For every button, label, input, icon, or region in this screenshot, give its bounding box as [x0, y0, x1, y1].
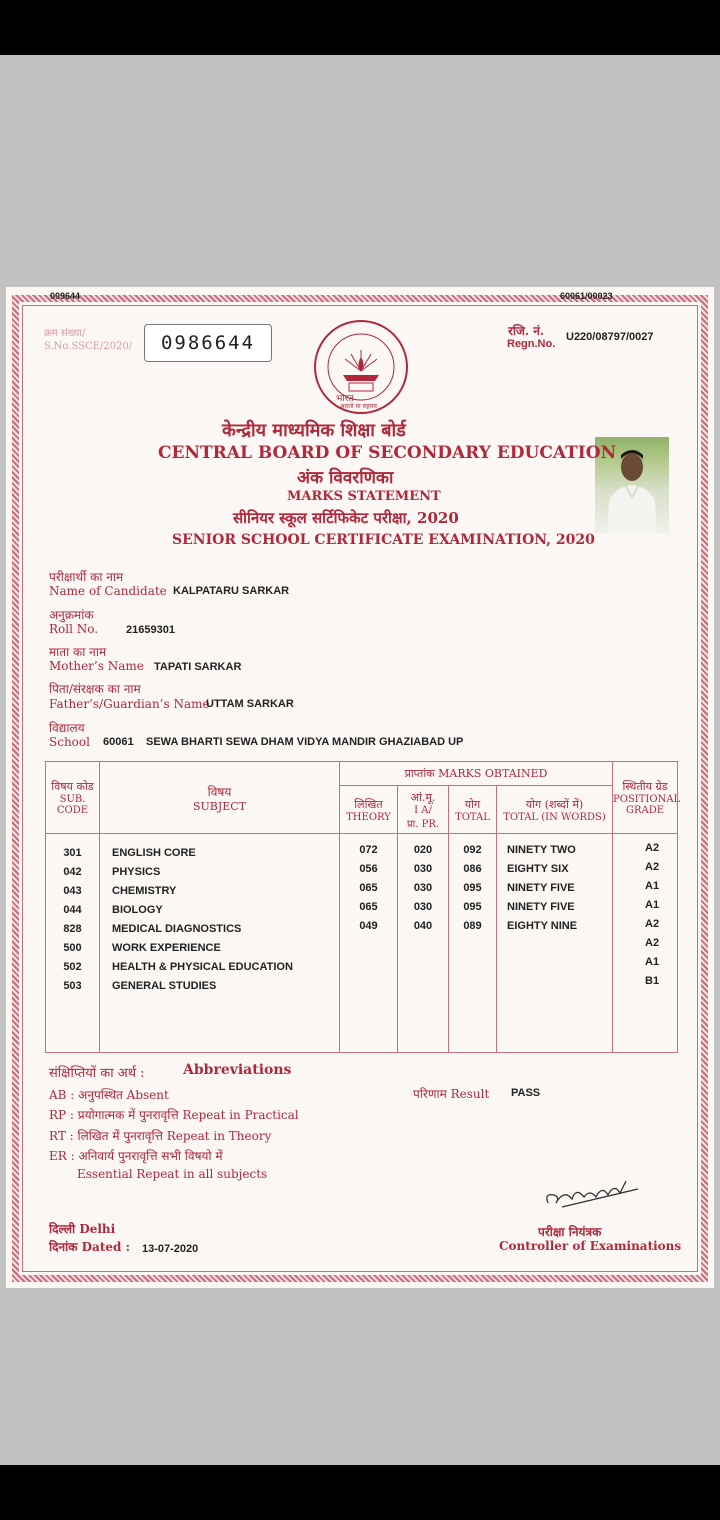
cell-code: 044: [63, 904, 82, 916]
cell-grade: A2: [645, 861, 660, 873]
seal-motto: असतो मा सद्गमय: [340, 403, 377, 410]
abbr-er: ER : अनिवार्य पुनरावृत्ति सभी विषयो में: [49, 1149, 223, 1163]
cell-total: 095: [463, 882, 482, 894]
result-label: परिणाम Result: [413, 1087, 490, 1101]
cell-grade: A1: [645, 899, 660, 911]
col-total: [449, 834, 497, 1053]
candidate-name-label-hi: परीक्षार्थी का नाम: [49, 570, 124, 584]
cell-theory: 065: [359, 901, 378, 913]
date-value: 13-07-2020: [142, 1243, 199, 1255]
header-marks-obtained: प्राप्तांक MARKS OBTAINED: [340, 762, 613, 786]
abbr-er-line2: Essential Repeat in all subjects: [77, 1167, 268, 1181]
mother-name: TAPATI SARKAR: [154, 661, 242, 673]
candidate-name: KALPATARU SARKAR: [173, 585, 290, 597]
cell-code: 502: [63, 961, 82, 973]
cell-ia: 030: [413, 882, 433, 894]
abbr-rt: RT : लिखित में पुनरावृत्ति Repeat in Theory: [49, 1129, 272, 1143]
board-name-english: CENTRAL BOARD OF SECONDARY EDUCATION: [158, 443, 617, 463]
cell-ia: 030: [413, 901, 433, 913]
col-subject: [100, 834, 340, 1053]
cell-words: NINETY FIVE: [507, 901, 575, 913]
col-theory: [340, 834, 398, 1053]
cell-words: [507, 974, 612, 993]
school-name: SEWA BHARTI SEWA DHAM VIDYA MANDIR GHAZIABAD UP: [146, 736, 464, 748]
cell-code: 828: [63, 923, 82, 935]
mother-label-hi: माता का नाम: [49, 645, 107, 659]
cell-grade: A2: [645, 842, 660, 854]
cell-total: 095: [463, 901, 482, 913]
cell-theory: 049: [359, 920, 378, 932]
date-label: दिनांक Dated :: [49, 1240, 130, 1254]
cell-ia: [398, 974, 448, 993]
cell-words: EIGHTY NINE: [507, 920, 578, 932]
father-label-hi: पिता/संरक्षक का नाम: [49, 682, 141, 696]
roll-label: Roll No.: [49, 622, 99, 636]
serial-top-left: 009644: [50, 291, 81, 301]
candidate-name-label: Name of Candidate: [49, 584, 167, 598]
mother-label: Mother’s Name: [49, 659, 144, 673]
regn-number: U220/08797/0027: [566, 331, 654, 343]
cell-total: [449, 936, 496, 955]
cell-subject: HEALTH & PHYSICAL EDUCATION: [112, 961, 293, 973]
roll-label-hi: अनुक्रमांक: [49, 608, 94, 622]
cell-total: 089: [463, 920, 482, 932]
cell-words: EIGHTY SIX: [507, 863, 569, 875]
regn-label-en: Regn.No.: [507, 338, 556, 350]
cell-theory: [340, 974, 397, 993]
controller-signature: [542, 1175, 642, 1215]
cell-total: [449, 974, 496, 993]
marks-statement-document: [6, 287, 714, 1288]
cell-theory: 072: [359, 844, 378, 856]
school-code: 60061: [103, 736, 134, 748]
cell-subject: MEDICAL DIAGNOSTICS: [112, 923, 242, 935]
cell-subject: WORK EXPERIENCE: [112, 942, 221, 954]
cell-grade: A1: [645, 880, 660, 892]
result-value: PASS: [511, 1087, 541, 1099]
marks-statement-hindi: अंक विवरणिका: [297, 468, 394, 488]
exam-name-hindi: सीनियर स्कूल सर्टिफिकेट परीक्षा, 2020: [233, 509, 459, 527]
cell-theory: [340, 936, 397, 955]
exam-name-english: SENIOR SCHOOL CERTIFICATE EXAMINATION, 2020: [172, 532, 595, 548]
cell-ia: 030: [413, 863, 433, 875]
father-label: Father’s/Guardian’s Name: [49, 697, 210, 711]
header-theory: लिखित THEORY: [340, 786, 398, 834]
cell-theory: 056: [359, 863, 378, 875]
marks-statement-english: MARKS STATEMENT: [287, 489, 441, 504]
sn-label-hi: क्रम संख्या/: [44, 328, 86, 339]
cell-words: [507, 955, 612, 974]
header-positional-grade: स्थितीय ग्रेड POSITIONAL GRADE: [613, 762, 678, 834]
abbr-ab: AB : अनुपस्थित Absent: [49, 1088, 169, 1102]
status-bar: [0, 0, 720, 55]
school-label-hi: विद्यालय: [49, 721, 85, 735]
cell-grade: A2: [645, 937, 660, 949]
marks-table: [45, 761, 681, 1053]
serial-number-box: 0986644: [144, 324, 272, 362]
controller-title-hi: परीक्षा नियंत्रक: [538, 1225, 602, 1239]
cell-grade: A1: [645, 956, 660, 968]
regn-label-hi: रजि. नं.: [508, 324, 545, 338]
cell-ia: [398, 955, 448, 974]
cell-subject: BIOLOGY: [112, 904, 163, 916]
father-name: UTTAM SARKAR: [206, 698, 294, 710]
cell-grade: A2: [645, 918, 660, 930]
cell-subject: PHYSICS: [112, 866, 161, 878]
header-total-words: योग (शब्दों में) TOTAL (IN WORDS): [497, 786, 613, 834]
roll-number: 21659301: [126, 624, 175, 636]
abbr-title-en: Abbreviations: [183, 1062, 292, 1078]
sn-label-en: S.No.SSCE/2020/: [44, 341, 133, 352]
cell-total: 086: [463, 863, 482, 875]
cell-code: 042: [63, 866, 82, 878]
col-grade: [613, 834, 678, 1053]
cell-code: 301: [63, 847, 82, 859]
col-words: [497, 834, 613, 1053]
header-total: योग TOTAL: [449, 786, 497, 834]
header-sub-code: विषय कोड SUB. CODE: [46, 762, 100, 834]
col-code: [46, 834, 100, 1053]
cell-total: 092: [463, 844, 482, 856]
abbr-rp: RP : प्रयोगात्मक में पुनरावृत्ति Repeat in Practical: [49, 1108, 299, 1122]
cell-subject: ENGLISH CORE: [112, 847, 196, 859]
place: दिल्ली Delhi: [49, 1222, 116, 1236]
cell-code: 043: [63, 885, 82, 897]
serial-top-right: 60061/00023: [560, 291, 613, 301]
seal-bottom-text: भारत: [336, 394, 354, 404]
cell-theory: 065: [359, 882, 378, 894]
cell-theory: [340, 955, 397, 974]
school-label: School: [49, 735, 90, 749]
cell-ia: 020: [413, 844, 433, 856]
cell-subject: CHEMISTRY: [112, 885, 177, 897]
cell-words: NINETY FIVE: [507, 882, 575, 894]
header-ia-pr: आं.मू. I A/ प्रा. PR.: [398, 786, 449, 834]
cell-ia: [398, 936, 448, 955]
cell-words: [507, 936, 612, 955]
cell-code: 503: [63, 980, 82, 992]
cell-subject: GENERAL STUDIES: [112, 980, 217, 992]
cell-code: 500: [63, 942, 82, 954]
navigation-bar: [0, 1465, 720, 1520]
abbr-title-hi: संक्षिप्तियों का अर्थ :: [49, 1066, 145, 1081]
cell-words: NINETY TWO: [507, 844, 576, 856]
board-name-hindi: केन्द्रीय माध्यमिक शिक्षा बोर्ड: [222, 420, 406, 441]
cell-grade: B1: [645, 975, 660, 987]
col-ia: [398, 834, 449, 1053]
cell-total: [449, 955, 496, 974]
cell-ia: 040: [413, 920, 433, 932]
controller-title-en: Controller of Examinations: [499, 1239, 682, 1253]
header-subject: विषय SUBJECT: [100, 762, 340, 834]
